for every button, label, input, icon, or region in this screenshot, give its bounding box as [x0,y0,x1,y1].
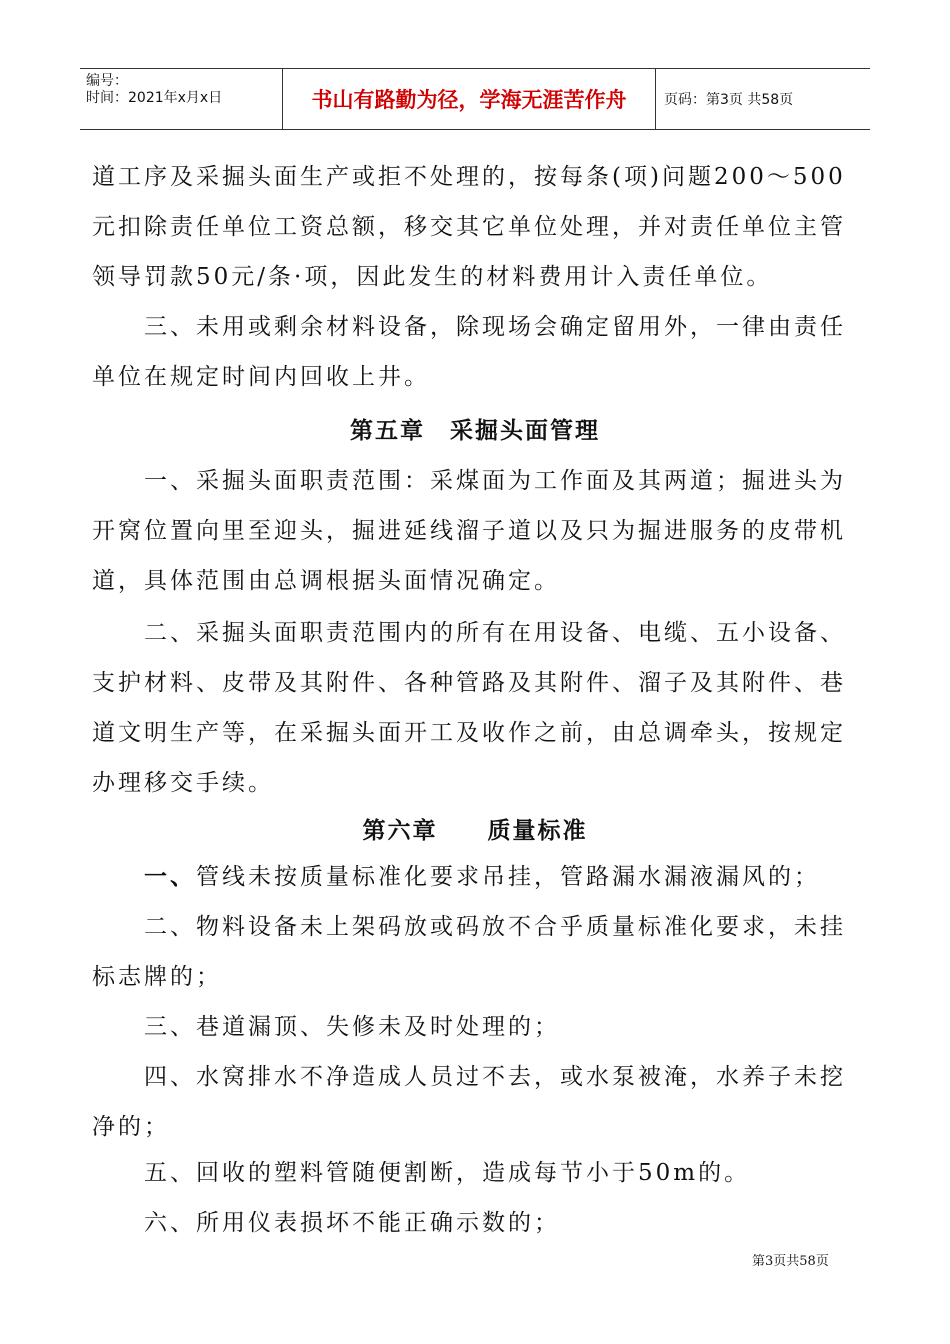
document-number-label: 编号： [86,73,128,89]
quality-item-1-text: 管线未按质量标准化要求吊挂，管路漏水漏液漏风的； [196,864,820,890]
quality-item-1 [92,852,862,902]
quality-item-5: 五、回收的塑料管随便割断，造成每节小于50m的。 [144,1160,751,1186]
quality-item-2: 二、物料设备未上架码放或码放不合乎质量标准化要求，未挂标志牌的； [92,914,846,990]
paragraph-chapter5-item2: 二、采掘头面职责范围内的所有在用设备、电缆、五小设备、支护材料、皮带及其附件、各种管路及其附件、溜子及其附件、巷道文明生产等，在采掘头面开工及收作之前，由总调牵头，按规定办理移交手续。 [92,620,846,796]
header-page-info [656,69,870,129]
chapter-five-title: 第五章 采掘头面管理 [350,417,600,444]
header-motto: 书山有路勤为径，学海无涯苦作舟 [282,69,656,129]
header-meta [80,69,282,129]
document-date-label: 时间：2021年x月x日 [86,90,223,106]
quality-item-6: 六、所用仪表损坏不能正确示数的； [144,1210,560,1236]
page-header [80,68,870,130]
page-footer: 第3页共58页 [752,1254,829,1269]
quality-item-1-number: 一、 [144,863,196,890]
paragraph-chapter5-item1: 一、采掘头面职责范围：采煤面为工作面及其两道；掘进头为开窝位置向里至迎头，掘进延线溜子道以及只为掘进服务的皮带机道，具体范围由总调根据头面情况确定。 [92,468,846,594]
paragraph-continued: 道工序及采掘头面生产或拒不处理的，按每条(项)问题200～500元扣除责任单位工资总额，移交其它单位处理，并对责任单位主管领导罚款50元/条·项，因此发生的材料费用计入责任单位。 [92,164,846,290]
quality-item-4: 四、水窝排水不净造成人员过不去，或水泵被淹，水养子未挖净的； [92,1064,846,1140]
header-page-number: 页码：第3页 共58页 [664,92,794,108]
chapter-six-title: 第六章 质量标准 [362,817,588,844]
quality-item-3: 三、巷道漏顶、失修未及时处理的； [144,1014,560,1040]
paragraph-item-three: 三、未用或剩余材料设备，除现场会确定留用外，一律由责任单位在规定时间内回收上井。 [92,314,846,390]
